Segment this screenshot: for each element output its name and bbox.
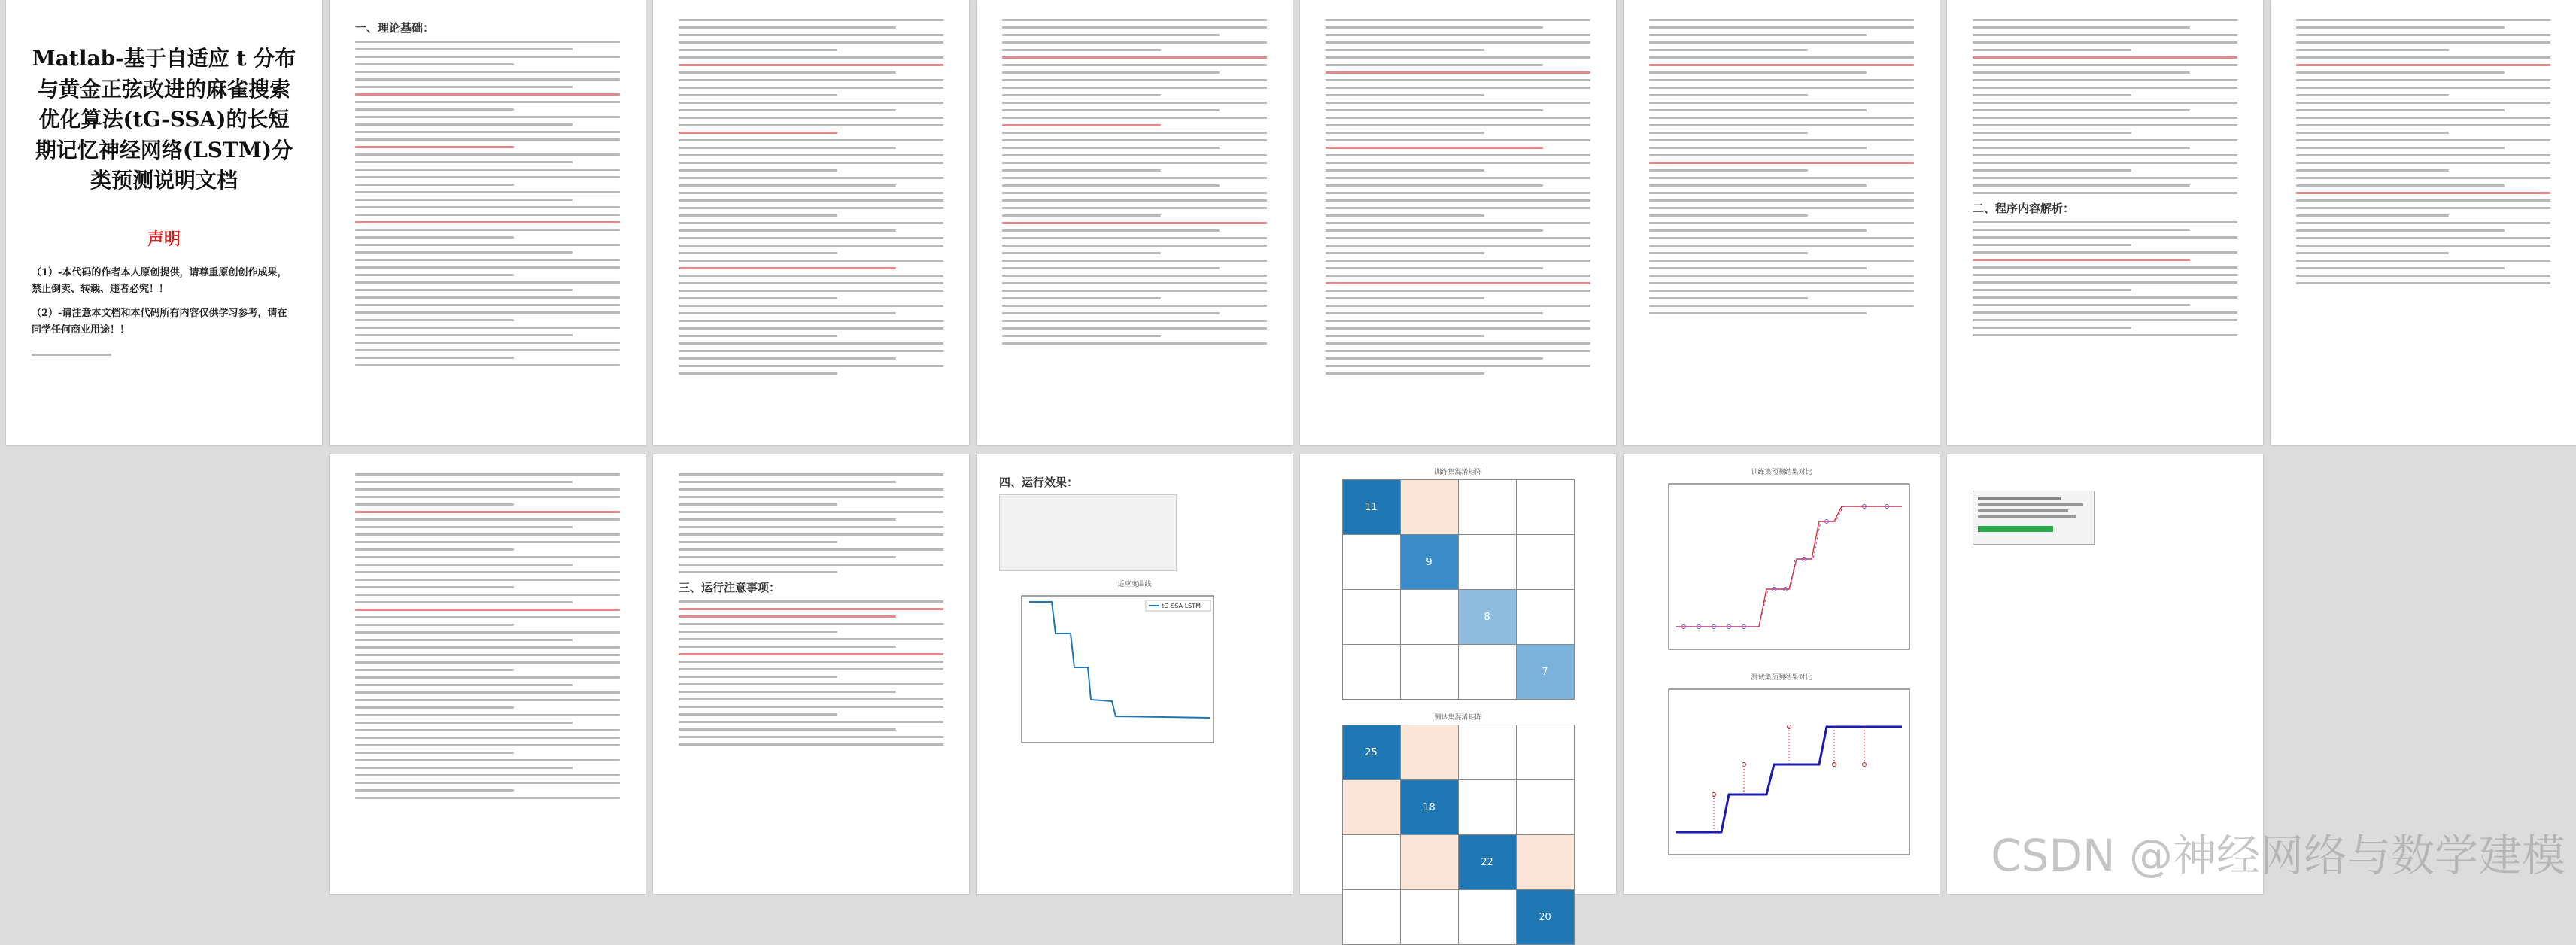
section-heading-notes: 三、运行注意事项： — [679, 581, 781, 594]
confusion-matrix-top — [1342, 479, 1575, 700]
prediction-chart-top — [1639, 476, 1924, 664]
note-2: （2）-请注意本文档和本代码所有内容仅供学习参考，请在同学任何商业用途！！ — [32, 308, 287, 336]
note-1: （1）-本代码的作者本人原创提供，请尊重原创创作成果，禁止倒卖、转载、违者必究！！ — [32, 266, 287, 296]
cm-cell: 9 — [1400, 535, 1458, 590]
console-screenshot — [1973, 491, 2095, 545]
csdn-watermark: CSDN @神经网络与数学建模 — [1991, 830, 2565, 881]
page-4 — [977, 0, 1293, 445]
section-heading-results: 四、运行效果： — [999, 476, 1079, 489]
cm-bottom-title: 测试集混淆矩阵 — [1434, 714, 1482, 722]
loss-legend-label: tG-SSA-LSTM — [1162, 603, 1201, 609]
loss-curve-title: 适应度曲线 — [1117, 581, 1152, 588]
page-7 — [1947, 0, 2263, 445]
cm-cell: 25 — [1342, 725, 1400, 780]
section-heading-program: 二、程序内容解析： — [1973, 202, 2075, 215]
page-results — [977, 454, 1293, 894]
scatter-top-title: 训练集预测结果对比 — [1751, 469, 1812, 476]
page-3 — [653, 0, 969, 445]
cm-cell: 18 — [1400, 780, 1458, 835]
section-heading-theory: 一、理论基础： — [355, 21, 435, 35]
page-confusion — [1300, 454, 1616, 923]
confusion-matrix-bottom — [1342, 725, 1575, 945]
page-prediction — [1624, 454, 1940, 894]
document-title: Matlab-基于自适应 t 分布与黄金正弦改进的麻雀搜索优化算法(tG-SSA)的长短期记忆神经网络(LSTM)分类预测说明文档 — [32, 46, 296, 193]
page-5 — [1300, 0, 1616, 445]
cm-cell: 8 — [1458, 590, 1516, 645]
page-8 — [2271, 0, 2576, 445]
cm-cell: 11 — [1342, 480, 1400, 535]
cm-cell: 22 — [1458, 835, 1516, 890]
loss-curve-chart — [999, 588, 1225, 761]
fitness-figure — [999, 494, 1177, 571]
page-theory — [330, 0, 646, 445]
prediction-chart-bottom — [1639, 682, 1924, 870]
cover-page — [6, 0, 322, 445]
page-10 — [653, 454, 969, 894]
cm-top-title: 训练集混淆矩阵 — [1434, 469, 1482, 476]
page-6 — [1624, 0, 1940, 445]
declaration-heading: 声明 — [147, 229, 181, 249]
cm-cell: 20 — [1516, 890, 1574, 945]
cm-cell: 7 — [1516, 645, 1574, 700]
page-9 — [330, 454, 646, 894]
scatter-bottom-title: 测试集预测结果对比 — [1751, 674, 1812, 682]
